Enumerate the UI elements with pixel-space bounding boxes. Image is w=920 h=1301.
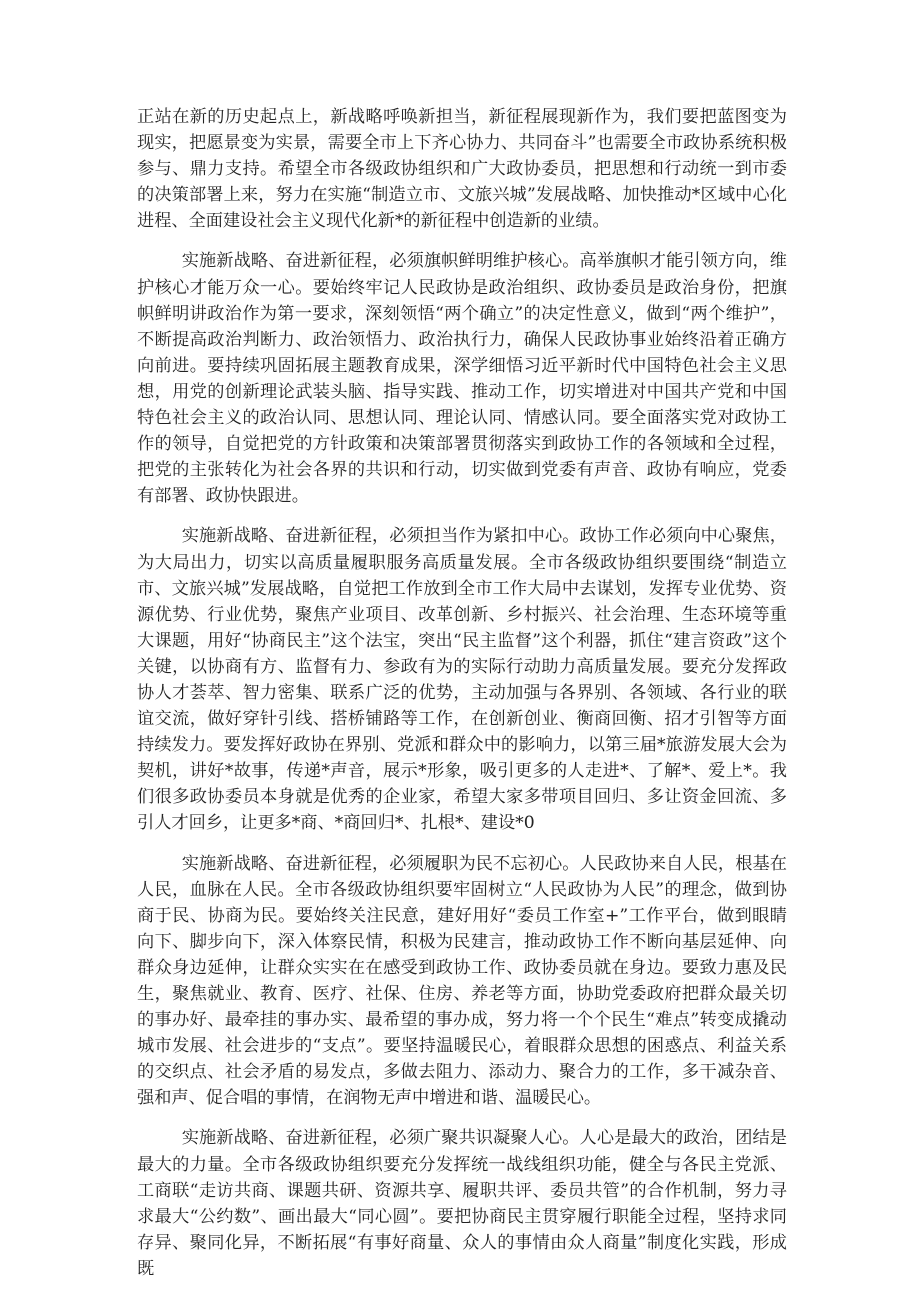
- paragraph-2: 实施新战略、奋进新征程，必须旗帜鲜明维护核心。高举旗帜才能引领方向，维护核心才能万众一心。要始终牢记人民政协是政治组织、政协委员是政治身份，把旗帜鲜明讲政治作为第一要求，深刻领悟“两个确立”的决定性意义，做到“两个维护”，不断提高政治判断力、政治领悟力、政治执行力，确保人民政协事业始终沿着正确方向前进。要持续巩固拓展主题教育成果，深学细悟习近平新时代中国特色社会主义思想，用党的创新理论武装头脑、指导实践、推动工作，切实增进对中国共产党和中国特色社会主义的政治认同、思想认同、理论认同、情感认同。要全面落实党对政协工作的领导，自觉把党的方针政策和决策部署贯彻落实到政协工作的各领域和全过程，把党的主张转化为社会各界的共识和行动，切实做到党委有声音、政协有响应，党委有部署、政协快跟进。: [137, 251, 787, 507]
- paragraph-1: 正站在新的历史起点上，新战略呼唤新担当，新征程展现新作为，我们要把蓝图变为现实，把愿景变为实景，需要全市上下齐心协力、共同奋斗”也需要全市政协系统积极参与、鼎力支持。希望全市各级政协组织和广大政协委员，把思想和行动统一到市委的决策部署上来，努力在实施“制造立市、文旅兴城”发展战略、加快推动*区域中心化进程、全面建设社会主义现代化新*的新征程中创造新的业绩。: [137, 107, 787, 232]
- paragraph-3: 实施新战略、奋进新征程，必须担当作为紧扣中心。政协工作必须向中心聚焦，为大局出力，切实以高质量履职服务高质量发展。全市各级政协组织要围绕“制造立市、文旅兴城”发展战略，自觉把工作放到全市工作大局中去谋划，发挥专业优势、资源优势、行业优势，聚焦产业项目、改革创新、乡村振兴、社会治理、生态环境等重大课题，用好“协商民主”这个法宝，突出“民主监督”这个利器，抓住“建言资政”这个关键，以协商有方、监督有力、参政有为的实际行动助力高质量发展。要充分发挥政协人才荟萃、智力密集、联系广泛的优势，主动加强与各界别、各领域、各行业的联谊交流，做好穿针引线、搭桥铺路等工作，在创新创业、衡商回衡、招才引智等方面持续发力。要发挥好政协在界别、党派和群众中的影响力，以第三届*旅游发展大会为契机，讲好*故事，传递*声音，展示*形象，吸引更多的人走进*、了解*、爱上*。我们很多政协委员本身就是优秀的企业家，希望大家多带项目回归、多让资金回流、多引人才回乡，让更多*商、*商回归*、扎根*、建设*0: [137, 526, 787, 834]
- paragraph-5: 实施新战略、奋进新征程，必须广聚共识凝聚人心。人心是最大的政治，团结是最大的力量。全市各级政协组织要充分发挥统一战线组织功能，健全与各民主党派、工商联“走访共商、课题共研、资源共享、履职共评、委员共管”的合作机制，努力寻求最大“公约数”、画出最大“同心圆”。要把协商民主贯穿履行职能全过程，坚持求同存异、聚同化异，不断拓展“有事好商量、众人的事情由众人商量”制度化实践，形成既: [137, 1128, 787, 1279]
- paragraph-4: 实施新战略、奋进新征程，必须履职为民不忘初心。人民政协来自人民，根基在人民，血脉在人民。全市各级政协组织要牢固树立“人民政协为人民”的理念，做到协商于民、协商为民。要始终关注民意，建好用好“委员工作室+”工作平台，做到眼睛向下、脚步向下，深入体察民情，积极为民建言，推动政协工作不断向基层延伸、向群众身边延伸，让群众实实在在感受到政协工作、政协委员就在身边。要致力惠及民生，聚焦就业、教育、医疗、社保、住房、养老等方面，协助党委政府把群众最关切的事办好、最牵挂的事办实、最希望的事办成，努力将一个个民生“难点”转变成撬动城市发展、社会进步的“支点”。要坚持温暖民心，着眼群众思想的困惑点、利益关系的交织点、社会矛盾的易发点，多做去阻力、添动力、聚合力的工作，多干减杂音、强和声、促合唱的事情，在润物无声中增进和谐、温暖民心。: [137, 853, 787, 1109]
- body-text: [137, 104, 787, 1296]
